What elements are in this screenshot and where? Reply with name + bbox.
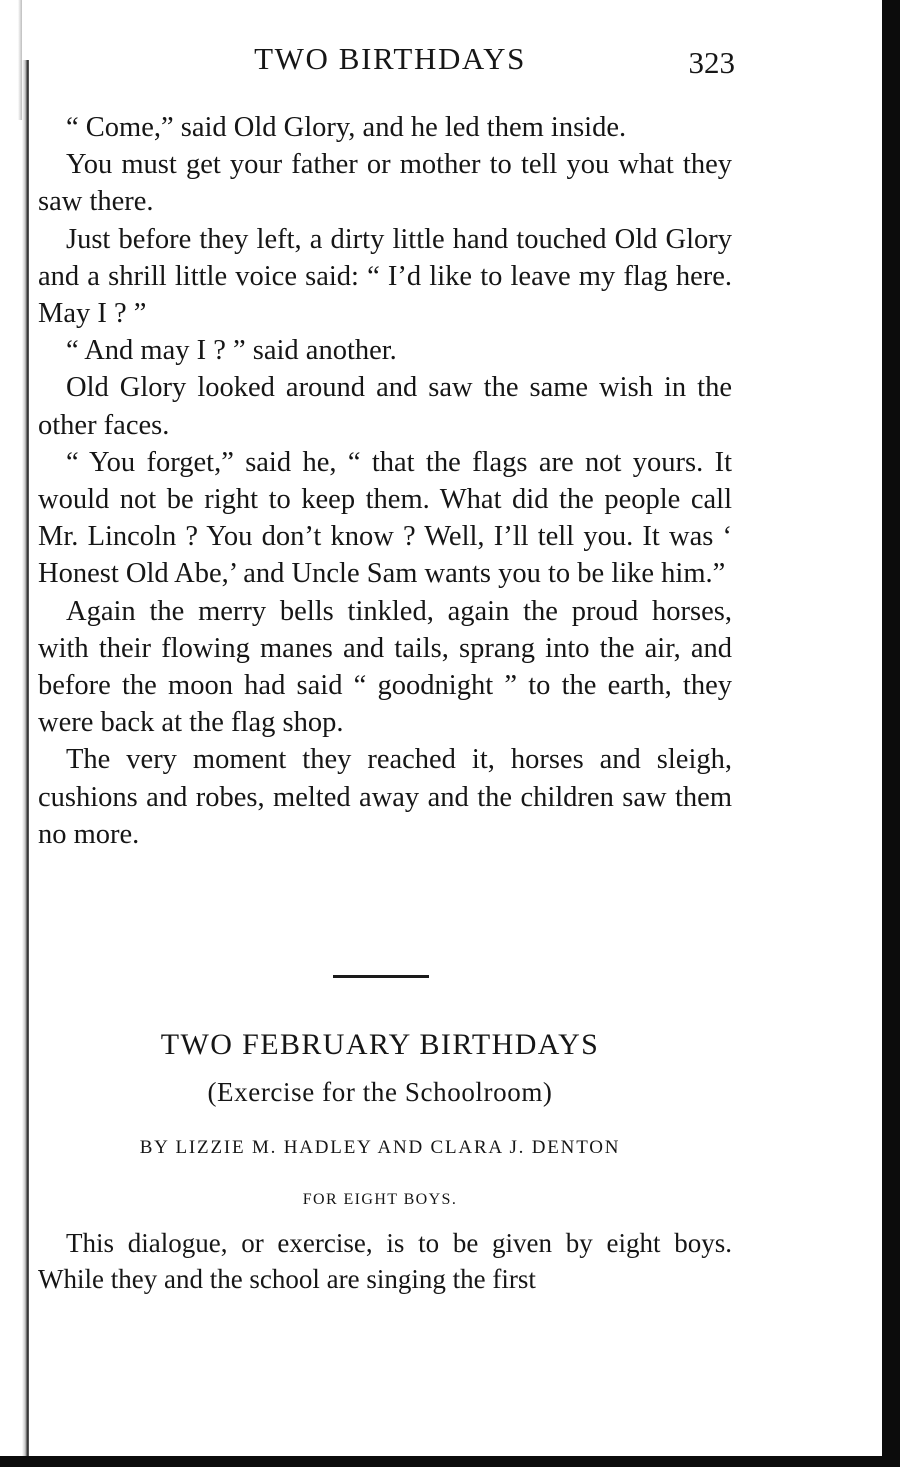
scan-border-bottom: [0, 1456, 900, 1467]
section-subtitle: (Exercise for the Schoolroom): [207, 1077, 553, 1107]
running-title: TWO BIRTHDAYS: [254, 41, 526, 76]
page-number: 323: [688, 45, 735, 80]
cast-note: FOR EIGHT BOYS.: [302, 1191, 458, 1208]
paragraph: “ And may I ? ” said another.: [66, 335, 397, 367]
paragraph: “ You forget,” said he, “ that the flags are not yours. It would not be right to keep them. What did the people call Mr. Lincoln ? You don’t know ? Well, I’ll tell you. It was ‘ Honest Old Abe,’ and Uncle Sam wants you to be like him.”: [38, 446, 732, 590]
paragraph: Just before they left, a dirty little hand touched Old Glory and a shrill little voice said: “ I’d like to leave my flag here. May I ? ”: [38, 223, 732, 330]
paragraph: You must get your father or mother to tell you what they saw there.: [38, 149, 732, 218]
section-divider: [333, 975, 429, 978]
paragraph: Old Glory looked around and saw the same wish in the other faces.: [38, 372, 732, 441]
paragraph: The very moment they reached it, horses and sleigh, cushions and robes, melted away and the children saw them no more.: [38, 744, 732, 850]
scan-border-right: [882, 0, 900, 1467]
author-byline: BY LIZZIE M. HADLEY AND CLARA J. DENTON: [139, 1137, 621, 1158]
section-intro: [38, 1225, 732, 1297]
page-spine: [22, 60, 29, 1460]
section-title: TWO FEBRUARY BIRTHDAYS: [160, 1028, 600, 1061]
story-text: [38, 109, 732, 853]
paragraph: This dialogue, or exercise, is to be given by eight boys. While they and the school are singing the first: [38, 1228, 732, 1294]
paragraph: “ Come,” said Old Glory, and he led them inside.: [66, 112, 627, 143]
paragraph: Again the merry bells tinkled, again the proud horses, with their flowing manes and tails, sprang into the air, and before the moon had said “ goodnight ” to the earth, they were back at the flag shop.: [38, 595, 732, 739]
